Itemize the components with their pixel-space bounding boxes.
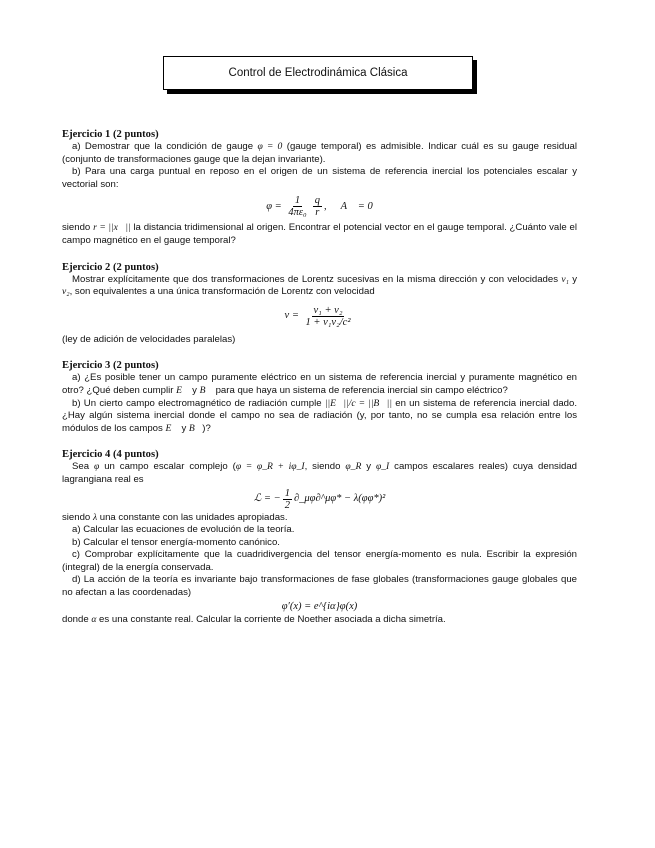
exercise-1	[62, 128, 577, 248]
exercise-1-part-a: a) Demostrar que la condición de gauge φ = 0 (gauge temporal) es admisible. Indicar cuál es su gauge residual (conjunto de transformaciones gauge que la dejan invariante).	[62, 141, 578, 165]
exercise-4-conclusion: donde α es una constante real. Calcular la corriente de Noether asociada a dicha simetría.	[62, 614, 446, 626]
exercise-4	[62, 448, 577, 627]
exercise-4-part-c: c) Comprobar explícitamente que la cuadridivergencia del tensor energía-momento es nula. Escribir la expresión (integral) de la energía conservada.	[62, 549, 577, 573]
exercise-2-note: (ley de adición de velocidades paralelas)	[62, 333, 236, 345]
exercise-2-equation: v = $\frac{\text{v₁ + v₂}}{\text{1 + v₁v₂/c²}}$	[284, 304, 351, 328]
exercise-1-heading: Ejercicio 1 (2 puntos)	[62, 129, 159, 140]
exam-body	[62, 128, 577, 640]
exercise-4-statement: Sea φ un campo escalar complejo (φ = φ_R + iφ_I, siendo φ_R y φ_I campos escalares reales) cuya densidad lagrangiana real es	[62, 461, 577, 485]
exercise-4-lambda-note: siendo λ una constante con las unidades apropiadas.	[62, 511, 288, 523]
exercise-3	[62, 359, 577, 435]
exercise-4-phase-equation: φ′(x) = e^{iα}φ(x)	[281, 600, 358, 612]
exercise-2-statement: Mostrar explícitamente que dos transformaciones de Lorentz sucesivas en la misma dirección y con velocidades v₁ y v₂, son equivalentes a una única transformación de Lorentz con velocidad	[62, 273, 577, 298]
exercise-3-part-b: b) Un cierto campo electromagnético de radiación cumple ||E⃗||/c = ||B⃗|| en un sistema de referencia inercial dado. ¿Hay algún sistema inercial donde el campo no sea de radiación (y, por tanto, no se cumpla esa relación entre los módulos de los campos E⃗ y B⃗)?	[62, 397, 577, 434]
exercise-4-heading: Ejercicio 4 (4 puntos)	[62, 449, 159, 461]
exercise-2-heading: Ejercicio 2 (2 puntos)	[62, 261, 159, 273]
exercise-1-part-b: b) Para una carga puntual en reposo en el origen de un sistema de referencia inercial los potenciales escalar y vectorial son:	[62, 166, 577, 190]
exercise-4-part-a: a) Calcular las ecuaciones de evolución de la teoría.	[72, 524, 295, 536]
document-title-box	[163, 56, 473, 90]
exercise-4-part-d: d) La acción de la teoría es invariante bajo transformaciones de fase globales (transformaciones gauge globales que no afectan a las coordenadas)	[62, 574, 577, 599]
document-title: Control de Electrodinámica Clásica	[228, 67, 408, 79]
exercise-2	[62, 261, 577, 347]
exercise-3-heading: Ejercicio 3 (2 puntos)	[62, 360, 159, 372]
exercise-1-question: siendo r = ||x⃗|| la distancia tridimensional al origen. Encontrar el potencial vector en el gauge temporal. ¿Cuánto vale el campo magnético en el gauge temporal?	[62, 222, 577, 246]
exercise-4-lagrangian: ℒ = − $\frac{1}{2}$ ∂_μφ∂^μφ* − λ(φφ*)²	[253, 487, 386, 511]
exercise-3-part-a: a) ¿Es posible tener un campo puramente eléctrico en un sistema de referencia inercial y puramente magnético en otro? ¿Qué deben cumplir E⃗ y B⃗ para que haya un sistema de referencia inercial sin campo eléctrico?	[62, 372, 577, 396]
exercise-1-equation: φ = $\frac{1}{\text{4πε₀}}$ $\frac{q}{r}$ , A⃗ = 0	[266, 195, 373, 219]
exercise-4-part-b: b) Calcular el tensor energía-momento canónico.	[72, 536, 280, 548]
